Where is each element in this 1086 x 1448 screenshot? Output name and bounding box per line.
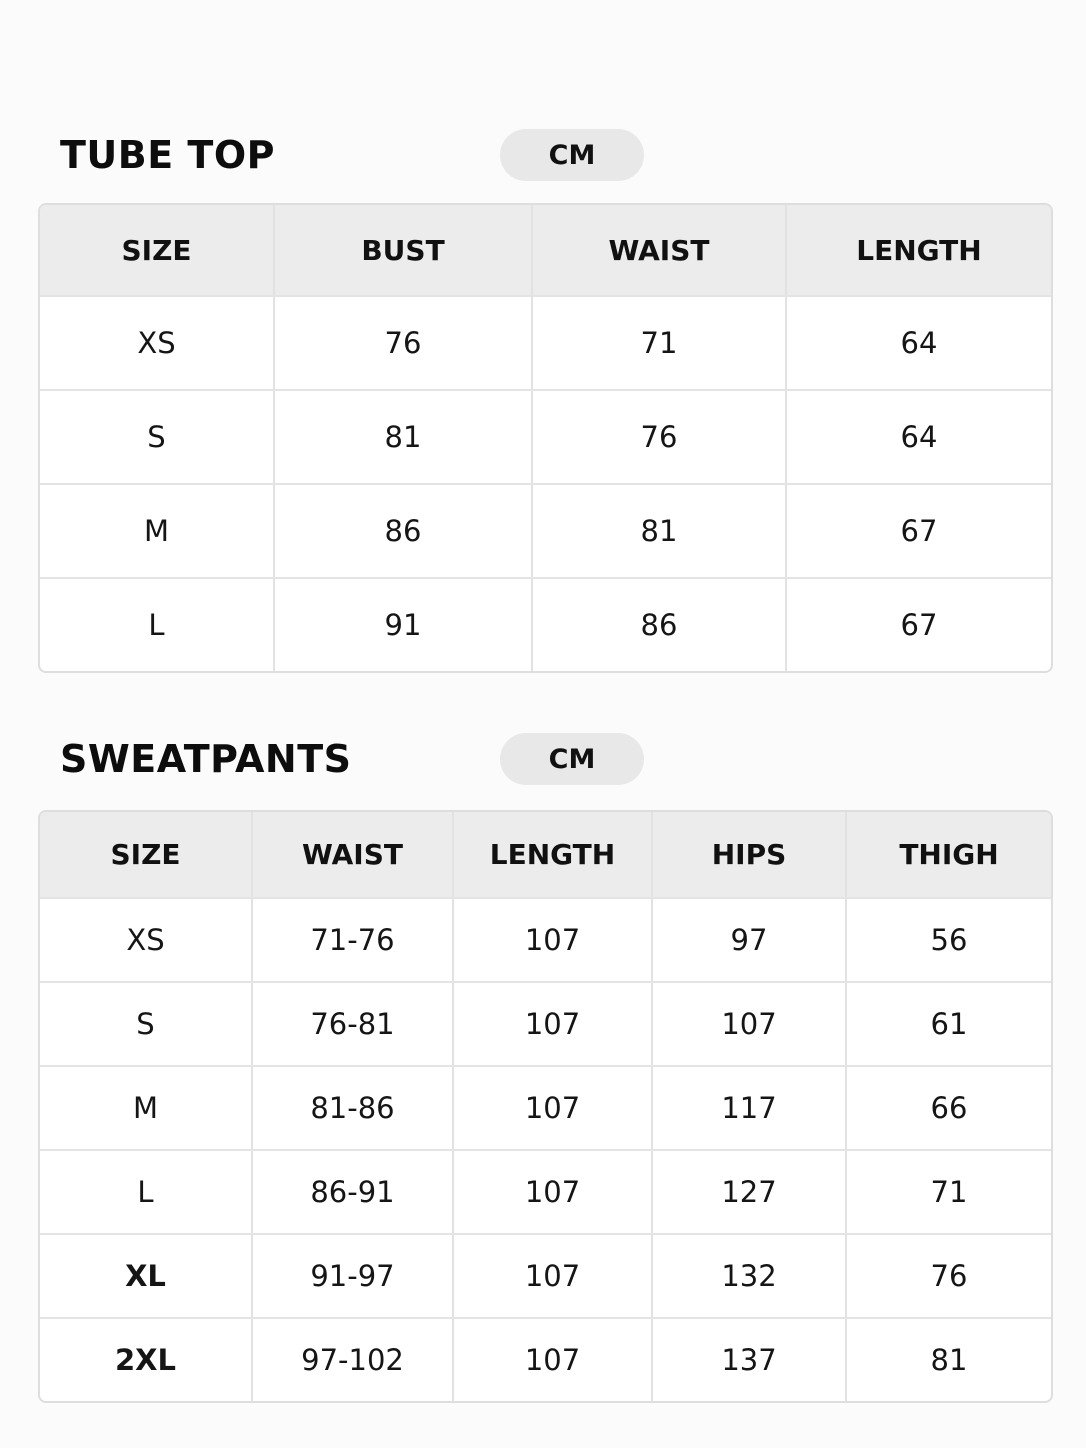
size-cell: L xyxy=(40,578,274,671)
length-cell: 107 xyxy=(453,1150,652,1234)
tube-top-title: TUBE TOP xyxy=(60,133,276,177)
hips-cell: 132 xyxy=(652,1234,846,1318)
thigh-cell: 56 xyxy=(846,898,1051,982)
column-header-hips: HIPS xyxy=(652,812,846,898)
waist-cell: 76 xyxy=(532,390,786,484)
waist-cell: 86 xyxy=(532,578,786,671)
table-row xyxy=(40,296,1051,390)
tube-top-size-table xyxy=(38,203,1053,673)
waist-cell: 81-86 xyxy=(252,1066,453,1150)
table-row xyxy=(40,1318,1051,1401)
sweatpants-unit-toggle[interactable]: CM xyxy=(500,733,644,785)
waist-cell: 76-81 xyxy=(252,982,453,1066)
waist-cell: 71-76 xyxy=(252,898,453,982)
thigh-cell: 61 xyxy=(846,982,1051,1066)
size-cell: XS xyxy=(40,898,252,982)
length-cell: 107 xyxy=(453,1318,652,1401)
table-row xyxy=(40,1234,1051,1318)
column-header-bust: BUST xyxy=(274,205,532,296)
column-header-length: LENGTH xyxy=(786,205,1051,296)
length-cell: 67 xyxy=(786,484,1051,578)
bust-cell: 91 xyxy=(274,578,532,671)
waist-cell: 71 xyxy=(532,296,786,390)
thigh-cell: 76 xyxy=(846,1234,1051,1318)
column-header-size: SIZE xyxy=(40,205,274,296)
bust-cell: 81 xyxy=(274,390,532,484)
length-cell: 107 xyxy=(453,982,652,1066)
size-cell: M xyxy=(40,1066,252,1150)
size-cell: L xyxy=(40,1150,252,1234)
hips-cell: 97 xyxy=(652,898,846,982)
length-cell: 107 xyxy=(453,1234,652,1318)
table-row xyxy=(40,1066,1051,1150)
size-cell: S xyxy=(40,390,274,484)
waist-cell: 81 xyxy=(532,484,786,578)
waist-cell: 97-102 xyxy=(252,1318,453,1401)
column-header-waist: WAIST xyxy=(252,812,453,898)
size-cell: XS xyxy=(40,296,274,390)
table-row xyxy=(40,390,1051,484)
size-cell: XL xyxy=(40,1234,252,1318)
sweatpants-title: SWEATPANTS xyxy=(60,737,352,781)
waist-cell: 91-97 xyxy=(252,1234,453,1318)
column-header-thigh: THIGH xyxy=(846,812,1051,898)
size-cell: S xyxy=(40,982,252,1066)
table-header-row xyxy=(40,812,1051,898)
size-cell: 2XL xyxy=(40,1318,252,1401)
bust-cell: 86 xyxy=(274,484,532,578)
length-cell: 64 xyxy=(786,296,1051,390)
length-cell: 67 xyxy=(900,608,938,642)
column-header-size: SIZE xyxy=(40,812,252,898)
table-row xyxy=(40,898,1051,982)
hips-cell: 117 xyxy=(652,1066,846,1150)
tube-top-unit-toggle[interactable]: CM xyxy=(500,129,644,181)
table-row xyxy=(40,982,1051,1066)
thigh-cell: 66 xyxy=(846,1066,1051,1150)
thigh-cell: 81 xyxy=(930,1343,968,1377)
table-row xyxy=(40,578,1051,671)
bust-cell: 76 xyxy=(274,296,532,390)
sweatpants-size-table xyxy=(38,810,1053,1403)
table-row xyxy=(40,484,1051,578)
length-cell: 107 xyxy=(453,1066,652,1150)
table-row xyxy=(40,1150,1051,1234)
length-cell: 107 xyxy=(453,898,652,982)
column-header-waist: WAIST xyxy=(532,205,786,296)
hips-cell: 107 xyxy=(652,982,846,1066)
column-header-length: LENGTH xyxy=(453,812,652,898)
hips-cell: 127 xyxy=(652,1150,846,1234)
thigh-cell: 71 xyxy=(846,1150,1051,1234)
length-cell: 64 xyxy=(786,390,1051,484)
table-header-row xyxy=(40,205,1051,296)
size-cell: M xyxy=(40,484,274,578)
hips-cell: 137 xyxy=(652,1318,846,1401)
waist-cell: 86-91 xyxy=(252,1150,453,1234)
